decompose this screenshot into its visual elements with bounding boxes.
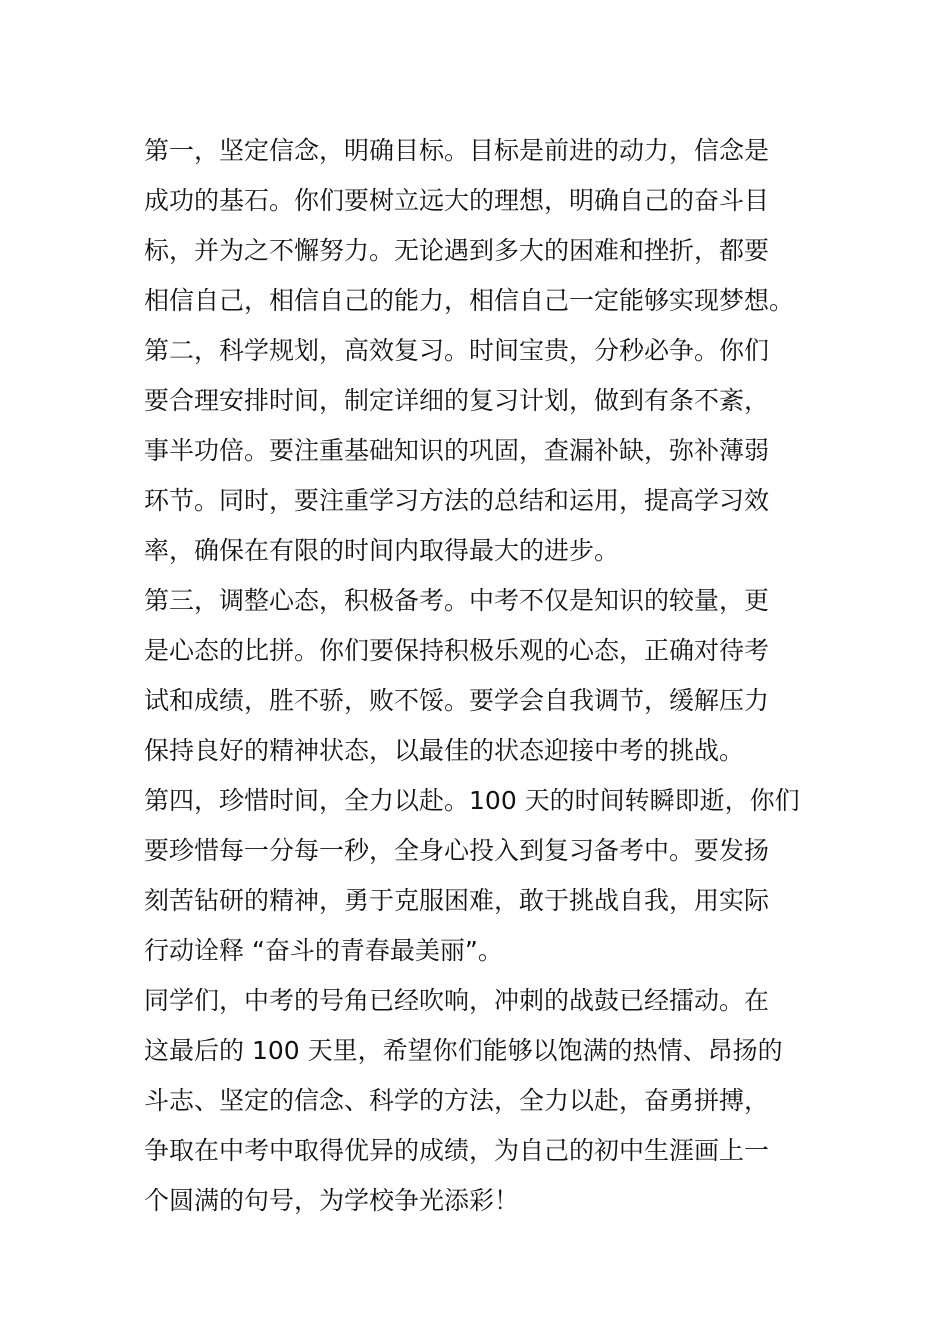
paragraph-planning-and-review: [144, 326, 814, 576]
text-line: 这最后的 100 天里，希望你们能够以饱满的热情、昂扬的: [144, 1036, 783, 1065]
text-line: 相信自己，相信自己的能力，相信自己一定能够实现梦想。: [144, 286, 795, 315]
text-line: 第四，珍惜时间，全力以赴。100 天的时间转瞬即逝，你们: [144, 786, 800, 815]
text-line: 第一，坚定信念，明确目标。目标是前进的动力，信念是: [144, 136, 770, 165]
text-line: 环节。同时，要注重学习方法的总结和运用，提高学习效: [144, 486, 770, 515]
paragraph-cherish-time: [144, 776, 814, 976]
text-line: 标，并为之不懈努力。无论遇到多大的困难和挫折，都要: [144, 236, 770, 265]
text-line: 要珍惜每一分每一秒，全身心投入到复习备考中。要发扬: [144, 836, 770, 865]
text-line: 同学们，中考的号角已经吹响，冲刺的战鼓已经擂动。在: [144, 986, 770, 1015]
text-line: 保持良好的精神状态，以最佳的状态迎接中考的挑战。: [144, 736, 745, 765]
text-line: 第三，调整心态，积极备考。中考不仅是知识的较量，更: [144, 586, 770, 615]
paragraph-belief-and-goals: [144, 126, 814, 326]
text-line: 刻苦钻研的精神，勇于克服困难，敢于挑战自我，用实际: [144, 886, 770, 915]
paragraph-closing: [144, 976, 814, 1226]
paragraph-mindset: [144, 576, 814, 776]
text-line: 成功的基石。你们要树立远大的理想，明确自己的奋斗目: [144, 186, 770, 215]
text-line: 第二，科学规划，高效复习。时间宝贵，分秒必争。你们: [144, 336, 770, 365]
text-line: 争取在中考中取得优异的成绩，为自己的初中生涯画上一: [144, 1136, 770, 1165]
text-line: 率，确保在有限的时间内取得最大的进步。: [144, 536, 620, 565]
document-body: [144, 126, 814, 1226]
text-line: 要合理安排时间，制定详细的复习计划，做到有条不紊，: [144, 386, 770, 415]
text-line: 个圆满的句号，为学校争光添彩！: [144, 1186, 520, 1215]
text-line: 是心态的比拼。你们要保持积极乐观的心态，正确对待考: [144, 636, 770, 665]
text-line: 行动诠释 “奋斗的青春最美丽”。: [144, 936, 503, 965]
text-line: 试和成绩，胜不骄，败不馁。要学会自我调节，缓解压力: [144, 686, 770, 715]
text-line: 事半功倍。要注重基础知识的巩固，查漏补缺，弥补薄弱: [144, 436, 770, 465]
text-line: 斗志、坚定的信念、科学的方法，全力以赴，奋勇拼搏，: [144, 1086, 770, 1115]
